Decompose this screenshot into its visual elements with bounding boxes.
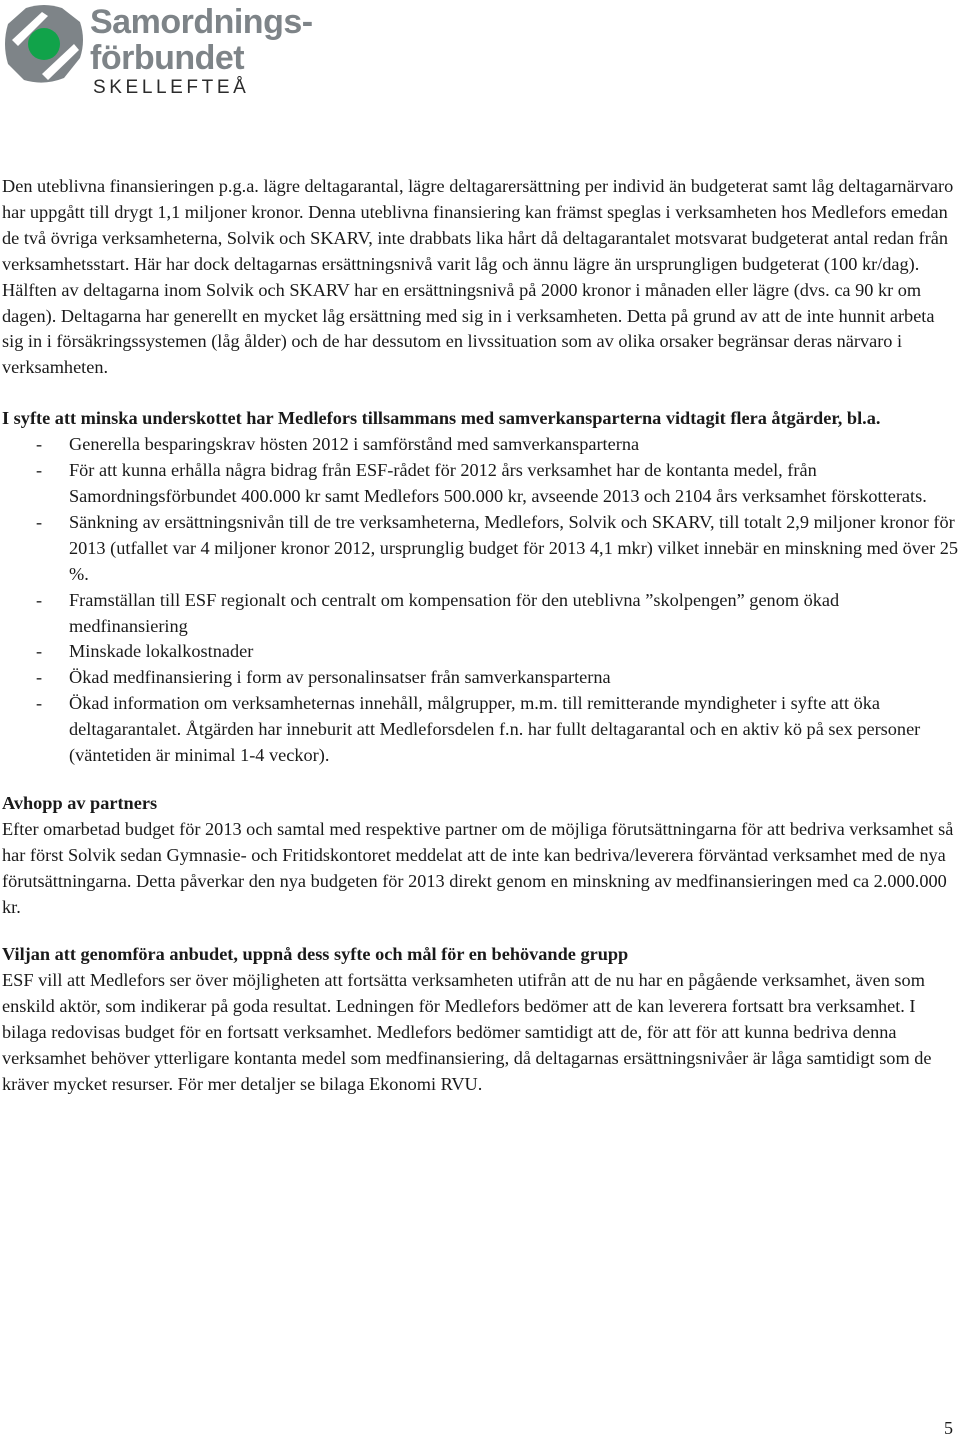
list-item: - Minskade lokalkostnader bbox=[36, 641, 254, 662]
paragraph-will: ESF vill att Medlefors ser över möjligheten att fortsätta verksamheten utifrån att de nu har en pågående verksamhet, även som enskild aktör, som indikerar på goda resultat. Ledningen för Medlefors bedömer att de kan leverera fortsatt bra verksamhet. I bilaga redovisas budget för en fortsatt verksamhet. Medlefors bedömer samtidigt att de, för att för att kunna bedriva denna verksamhet behöver ytterligare kontanta medel som medfinansiering, då deltagarnas ersättningsnivåer är låga samtidigt som de kräver mycket resurser. För mer detaljer se bilaga Ekonomi RVU. bbox=[2, 970, 932, 1094]
spacer bbox=[2, 769, 960, 791]
spacer bbox=[2, 920, 960, 942]
partners-heading: Avhopp av partners bbox=[2, 792, 158, 813]
logo-text-forbundet: förbundet bbox=[90, 39, 245, 77]
list-item: - Sänkning av ersättningsnivån till de tre verksamheterna, Medlefors, Solvik och SKARV, till totalt 2,9 miljoner kronor för 2013 (utfallet var 4 miljoner kronor 2012, ursprunglig budget för 2013 4,1 mkr) vilket innebär en minskning med över 25 %. bbox=[36, 511, 959, 584]
list-item: - Ökad information om verksamheternas innehåll, målgrupper, m.m. till remitterande myndigheter i syfte att öka deltagarantalet. Åtgärden har inneburit att Medleforsdelen f.n. har fullt deltagarantal och en aktiv kö på sex personer (väntetiden är minimal 1-4 veckor). bbox=[36, 693, 921, 766]
logo-text-samordnings: Samordnings- bbox=[90, 3, 313, 41]
paragraph-financing: Den uteblivna finansieringen p.g.a. lägre deltagarantal, lägre deltagarersättning per individ än budgeterat samt låg deltagarnärvaro har uppgått till drygt 1,1 miljoner kronor. Denna uteblivna finansiering kan främst speglas i verksamheten hos Medlefors emedan de två övriga verksamheterna, Solvik och SKARV, inte drabbats lika hårt då deltagarantalet motsvarat budgeterat antal redan från verksamhetsstart. Här har dock deltagarnas ersättningsnivå varit låg och ännu lägre än ursprungligen budgeterat (100 kr/dag). Hälften av deltagarna inom Solvik och SKARV har en ersättningsnivå på 2000 kronor i månaden eller lägre (dvs. ca 90 kr om dagen). Deltagarna har generellt en mycket låg ersättning med sig in i verksamheten. Detta på grund av att de inte hunnit arbeta sig in i försäkringssystemen (låg ålder) och de har dessutom en livssituation som av olika orsaker begränsar deras närvaro i verksamheten. bbox=[2, 176, 954, 378]
measures-list bbox=[2, 432, 960, 769]
list-item: - Framställan till ESF regionalt och centralt om kompensation för den uteblivna ”skolpengen” genom ökad medfinansiering bbox=[36, 589, 840, 636]
logo-mark-icon bbox=[2, 2, 86, 86]
document-body bbox=[2, 174, 960, 1098]
list-item: - För att kunna erhålla några bidrag från ESF-rådet för 2012 års verksamhet har de kontanta medel, från Samordningsförbundet 400.000 kr samt Medlefors 500.000 kr, avseende 2013 och 2104 års verksamhet förskotterats. bbox=[36, 460, 927, 506]
paragraph-partners: Efter omarbetad budget för 2013 och samtal med respektive partner om de möjliga förutsättningarna för att bedriva verksamhet så har först Solvik sedan Gymnasie- och Fritidskontoret meddelat att de inte kan bedriva/leverera förväntad verksamhet med de nya förutsättningarna. Detta påverkar den nya budgeten för 2013 direkt genom en minskning av medfinansieringen med ca 2.000.000 kr. bbox=[2, 818, 954, 917]
page-number: 5 bbox=[944, 1418, 953, 1438]
measures-heading: I syfte att minska underskottet har Medlefors tillsammans med samverkansparterna vidtagit flera åtgärder, bl.a. bbox=[2, 408, 881, 429]
spacer bbox=[2, 381, 960, 406]
samordningsforbundet-logo bbox=[2, 0, 332, 110]
list-item: - Generella besparingskrav hösten 2012 i samförstånd med samverkansparterna bbox=[36, 434, 640, 455]
logo-text-skelleftea: SKELLEFTEÅ bbox=[93, 77, 250, 98]
list-item: - Ökad medfinansiering i form av personalinsatser från samverkansparterna bbox=[36, 667, 611, 688]
will-heading: Viljan att genomföra anbudet, uppnå dess syfte och mål för en behövande grupp bbox=[2, 944, 629, 965]
